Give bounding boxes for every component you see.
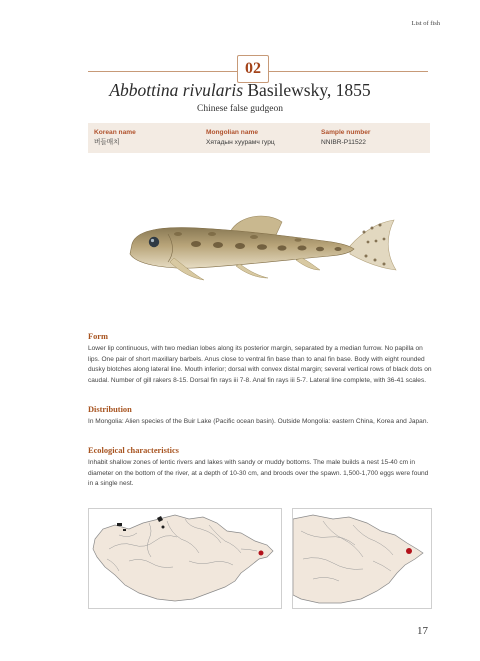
mongolian-name-field xyxy=(206,128,275,148)
scientific-name: Abbottina rivularis xyxy=(109,80,243,100)
distribution-heading: Distribution xyxy=(88,405,132,414)
distribution-map-detail xyxy=(292,508,432,609)
form-text: Lower lip continuous, with two median lobes along its posterior margin, separated by a median furrow. No papilla on lips. One pair of short maxillary barbels. Anus close to ventral fin base than to anal fin base. Body with eight rounded dusky blotches along lateral line. Mouth inferior; dorsal with convex distal margin; several vertical rows of black dots on caudal. Number of gill rakers 8-15. Dorsal fin rays iii 7-8. Anal fin rays iii 5-7. Lateral line complete, with 36-41 scales. xyxy=(88,345,432,384)
fish-photo xyxy=(118,208,398,298)
distribution-text: In Mongolia: Alien species of the Buir Lake (Pacific ocean basin). Outside Mongolia: eastern China, Korea and Japan. xyxy=(88,418,429,425)
occurrence-marker xyxy=(259,551,264,556)
species-info-box xyxy=(88,123,430,153)
distribution-map-mongolia xyxy=(88,508,282,609)
running-head: List of fish xyxy=(411,20,440,27)
species-author: Basilewsky, 1855 xyxy=(247,80,371,100)
ecology-text: Inhabit shallow zones of lentic rivers and lakes with sandy or muddy bottoms. The male builds a nest 15-40 cm in diameter on the bottom of the river, at a depth of 10-30 cm, and broods over the spawn. 1,500-1,700 eggs were found in a single nest. xyxy=(88,459,429,488)
common-name: Chinese false gudgeon xyxy=(196,104,283,114)
korean-name-field xyxy=(94,128,136,148)
sample-number-label: Sample number xyxy=(321,129,371,136)
species-number-badge: 02 xyxy=(237,55,269,83)
sample-number-field xyxy=(321,128,370,148)
scientific-name-heading xyxy=(0,80,480,101)
page-number: 17 xyxy=(417,625,428,637)
form-heading: Form xyxy=(88,332,108,341)
korean-name-label: Korean name xyxy=(94,129,136,136)
korean-name-value: 버들매치 xyxy=(94,139,120,146)
sample-number-value: NNIBR-P11522 xyxy=(321,139,366,146)
ecology-heading: Ecological characteristics xyxy=(88,446,179,455)
mongolian-name-value: Хятадын хуурамч гурц xyxy=(206,139,275,146)
occurrence-marker-detail xyxy=(406,548,412,554)
mongolian-name-label: Mongolian name xyxy=(206,129,259,136)
